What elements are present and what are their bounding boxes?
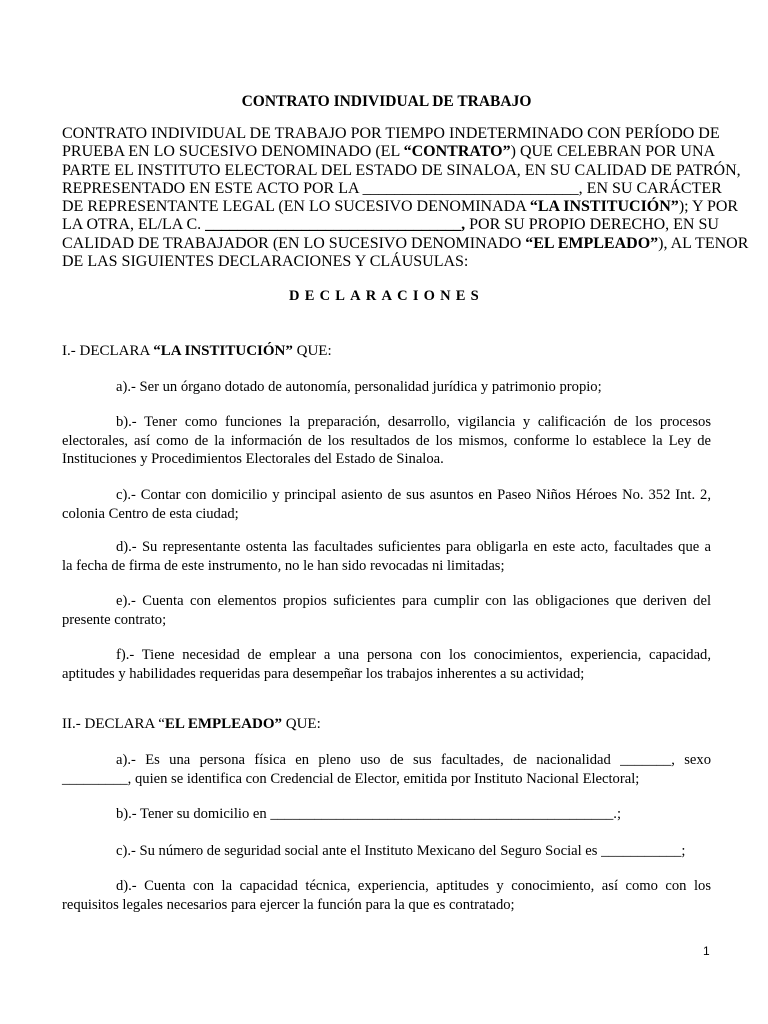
intro-line: DE LAS SIGUIENTES DECLARACIONES Y CLÁUSULAS: (62, 253, 469, 271)
intro-paragraph (62, 125, 749, 271)
intro-line: REPRESENTADO EN ESTE ACTO POR LA ___________________________, EN SU CARÁCTER (62, 179, 722, 197)
list-item: e).- Cuenta con elementos propios suficientes para cumplir con las obligaciones que deriven del presente contrato; (62, 593, 711, 628)
intro-line: CALIDAD DE TRABAJADOR (EN LO SUCESIVO DENOMINADO “EL EMPLEADO”), AL TENOR (62, 234, 749, 252)
list-item: a).- Es una persona física en pleno uso de sus facultades, de nacionalidad _______, sexo _________, quien se identifica con Credencial de Elector, emitida por Instituto Nacional Electoral; (62, 752, 711, 787)
declaraciones-heading: DECLARACIONES (289, 288, 484, 304)
intro-line: PRUEBA EN LO SUCESIVO DENOMINADO (EL “CONTRATO”) QUE CELEBRAN POR UNA (62, 143, 716, 161)
list-item: b).- Tener su domicilio en _______________________________________________.; (116, 806, 621, 822)
list-item: c).- Su número de seguridad social ante el Instituto Mexicano del Seguro Social es ___________; (116, 843, 686, 859)
list-item: d).- Su representante ostenta las facultades suficientes para obligarla en este acto, facultades que a la fecha de firma de este instrumento, no le han sido revocadas ni limitadas; (62, 539, 711, 574)
list-item: a).- Ser un órgano dotado de autonomía, personalidad jurídica y patrimonio propio; (116, 379, 602, 395)
document-title: CONTRATO INDIVIDUAL DE TRABAJO (241, 93, 532, 110)
intro-line: LA OTRA, EL/LA C. ________________________________, POR SU PROPIO DERECHO, EN SU (62, 216, 719, 234)
list-item: b).- Tener como funciones la preparación, desarrollo, vigilancia y calificación de los procesos electorales, así como de la información de los resultados de los mismos, conforme lo establece la Ley de Instituciones y Procedimientos Electorales del Estado de Sinaloa. (62, 414, 711, 467)
list-item: f).- Tiene necesidad de emplear a una persona con los conocimientos, experiencia, capacidad, aptitudes y habilidades requeridas para desempeñar los trabajos inherentes a su actividad; (62, 647, 711, 682)
list-item: d).- Cuenta con la capacidad técnica, experiencia, aptitudes y conocimiento, así como con los requisitos legales necesarios para ejercer la función para la que es contratado; (62, 878, 711, 913)
intro-line: DE REPRESENTANTE LEGAL (EN LO SUCESIVO DENOMINADA “LA INSTITUCIÓN”); Y POR (62, 198, 739, 216)
intro-line: PARTE EL INSTITUTO ELECTORAL DEL ESTADO DE SINALOA, EN SU CALIDAD DE PATRÓN, (62, 161, 741, 179)
list-item: c).- Contar con domicilio y principal asiento de sus asuntos en Paseo Niños Héroes No. 352 Int. 2, colonia Centro de esta ciudad; (62, 487, 711, 522)
section-heading-institucion: I.- DECLARA “LA INSTITUCIÓN” QUE: (62, 343, 332, 359)
section-heading-empleado: II.- DECLARA “EL EMPLEADO” QUE: (62, 716, 321, 732)
intro-line: CONTRATO INDIVIDUAL DE TRABAJO POR TIEMPO INDETERMINADO CON PERÍODO DE (62, 125, 720, 142)
page-number: 1 (703, 944, 710, 958)
